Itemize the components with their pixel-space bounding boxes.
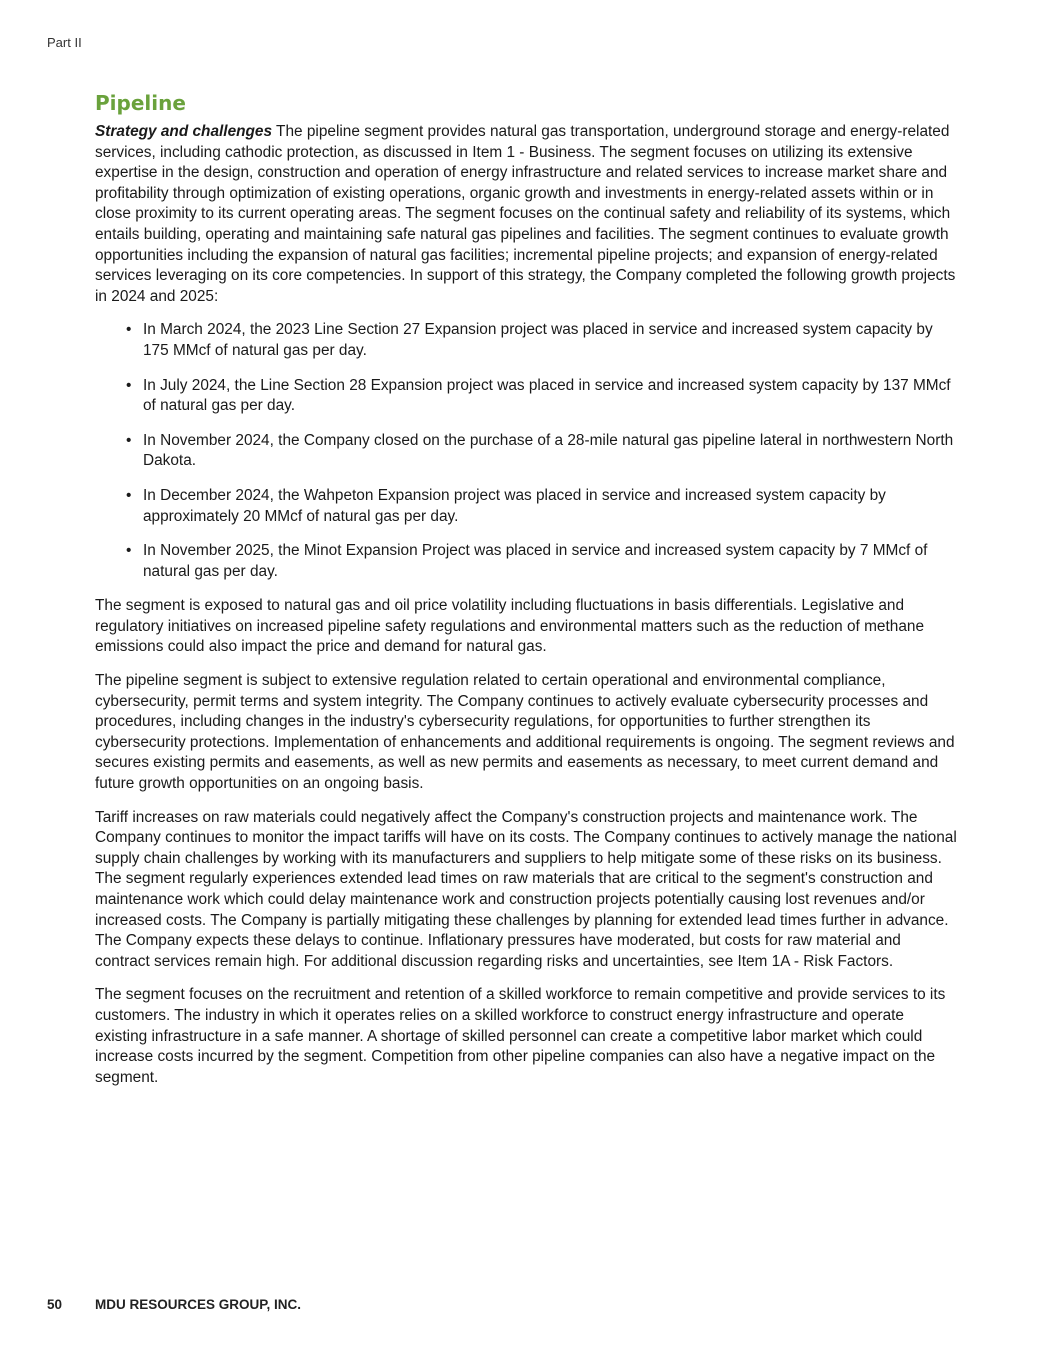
page-number: 50 — [47, 1297, 63, 1312]
bullet-icon: • — [126, 376, 132, 394]
list-item — [95, 320, 957, 361]
growth-projects-list — [95, 320, 957, 582]
bullet-icon: • — [126, 321, 132, 339]
list-item-text: In December 2024, the Wahpeton Expansion project was placed in service and increased system capacity by approximately 20 MMcf of natural gas per day. — [143, 486, 886, 525]
intro-text: The pipeline segment provides natural gas transportation, underground storage and energy-related services, including cathodic protection, as discussed in Item 1 - Business. The segment focuses on utilizing its extensive expertise in the design, construction and operation of energy infrastructure and related services to increase market share and profitability through optimization of existing operations, organic growth and investments in energy-related assets within or in close proximity to its current operating areas. The segment focuses on the continual safety and reliability of its systems, which entails building, operating and maintaining safe natural gas pipelines and facilities. The segment continues to evaluate growth opportunities including the expansion of natural gas facilities; incremental pipeline projects; and expansion of energy-related services leveraging on its core competencies. In support of this strategy, the Company completed the following growth projects in 2024 and 2025: — [95, 123, 956, 305]
paragraph-regulation: The pipeline segment is subject to extensive regulation related to certain operational and environmental compliance, cybersecurity, permit terms and system integrity. The Company continues to actively evaluate cybersecurity processes and procedures, including changes in the industry's cybersecurity regulations, for opportunities to further strengthen its cybersecurity protections. Implementation of enhancements and additional requirements is ongoing. The segment reviews and secures existing permits and easements, as well as new permits and easements as necessary, to meet current demand and future growth opportunities on an ongoing basis. — [95, 672, 955, 793]
section-title: Pipeline — [95, 91, 186, 115]
list-item-text: In March 2024, the 2023 Line Section 27 Expansion project was placed in service and increased system capacity by 175 MMcf of natural gas per day. — [143, 321, 933, 359]
part-label: Part II — [47, 35, 82, 50]
page-footer — [47, 1297, 301, 1312]
company-name: MDU RESOURCES GROUP, INC. — [95, 1297, 302, 1312]
main-content — [95, 90, 957, 1101]
list-item-text: In November 2024, the Company closed on the purchase of a 28-mile natural gas pipeline lateral in northwestern North Dakota. — [143, 431, 954, 470]
paragraph-price-volatility: The segment is exposed to natural gas and oil price volatility including fluctuations in basis differentials. Legislative and regulatory initiatives on increased pipeline safety regulations and environmental matters such as the reduction of methane emissions could also impact the price and demand for natural gas. — [95, 597, 925, 656]
bullet-icon: • — [126, 542, 132, 560]
bullet-icon: • — [126, 431, 132, 449]
intro-paragraph — [95, 122, 957, 307]
list-item — [95, 376, 957, 417]
intro-label: Strategy and challenges — [95, 123, 273, 140]
list-item — [95, 431, 957, 472]
list-item — [95, 486, 957, 527]
bullet-icon: • — [126, 486, 132, 504]
list-item-text: In July 2024, the Line Section 28 Expansion project was placed in service and increased system capacity by 137 MMcf of natural gas per day. — [143, 376, 951, 415]
paragraph-workforce: The segment focuses on the recruitment and retention of a skilled workforce to remain competitive and provide services to its customers. The industry in which it operates relies on a skilled workforce to construct energy infrastructure and operate existing infrastructure in a safe manner. A shortage of skilled personnel can create a competitive labor market which could increase costs incurred by the segment. Competition from other pipeline companies can also have a negative impact on the segment. — [95, 986, 946, 1086]
list-item-text: In November 2025, the Minot Expansion Project was placed in service and increased system capacity by 7 MMcf of natural gas per day. — [143, 542, 928, 580]
paragraph-tariffs: Tariff increases on raw materials could negatively affect the Company's construction projects and maintenance work. The Company continues to monitor the impact tariffs will have on its costs. The Company continues to actively manage the national supply chain challenges by working with its manufacturers and suppliers to help mitigate some of these risks on its business. The segment regularly experiences extended lead times on raw materials that are critical to the segment's construction and maintenance work which could delay maintenance work and construction projects potentially causing lost revenues and/or increased costs. The Company is partially mitigating these challenges by planning for extended lead times further in advance. The Company expects these delays to continue. Inflationary pressures have moderated, but costs for raw material and contract services remain high. For additional discussion regarding risks and uncertainties, see Item 1A - Risk Factors. — [95, 808, 957, 970]
list-item — [95, 541, 957, 582]
